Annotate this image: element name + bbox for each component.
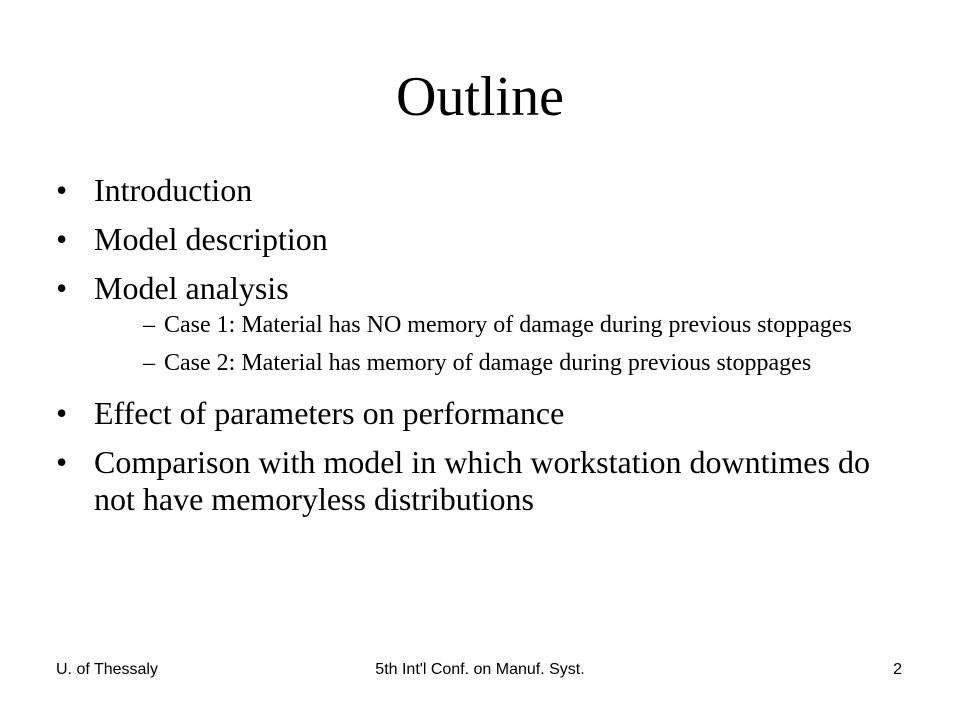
dash-icon: – — [143, 350, 155, 376]
bullet-item-effect-of-parameters — [56, 395, 916, 432]
sub-bullet-list — [94, 311, 916, 377]
sub-item-case-1 — [94, 311, 916, 339]
footer-conference: 5th Int'l Conf. on Manuf. Syst. — [375, 661, 585, 678]
bullet-item-comparison — [56, 444, 916, 518]
bullet-icon: • — [56, 172, 68, 208]
sub-item-text: Case 2: Material has memory of damage during previous stoppages — [164, 350, 812, 376]
slide-title: Outline — [396, 66, 564, 128]
bullet-list — [56, 172, 916, 530]
bullet-item-introduction — [56, 172, 916, 209]
bullet-icon: • — [56, 270, 68, 306]
bullet-text: Model analysis — [94, 270, 289, 306]
bullet-text: Effect of parameters on performance — [94, 395, 565, 431]
bullet-item-model-description — [56, 221, 916, 258]
bullet-text: Comparison with model in which workstation downtimes do not have memoryless distributions — [94, 444, 870, 517]
bullet-icon: • — [56, 395, 68, 431]
sub-item-text: Case 1: Material has NO memory of damage during previous stoppages — [164, 312, 852, 338]
bullet-icon: • — [56, 444, 68, 480]
footer-institution: U. of Thessaly — [56, 661, 158, 678]
bullet-text: Introduction — [94, 172, 253, 208]
bullet-item-model-analysis — [56, 270, 916, 377]
bullet-icon: • — [56, 221, 68, 257]
sub-item-case-2 — [94, 349, 916, 377]
dash-icon: – — [143, 312, 155, 338]
bullet-text: Model description — [94, 221, 328, 257]
page-number: 2 — [893, 661, 902, 678]
